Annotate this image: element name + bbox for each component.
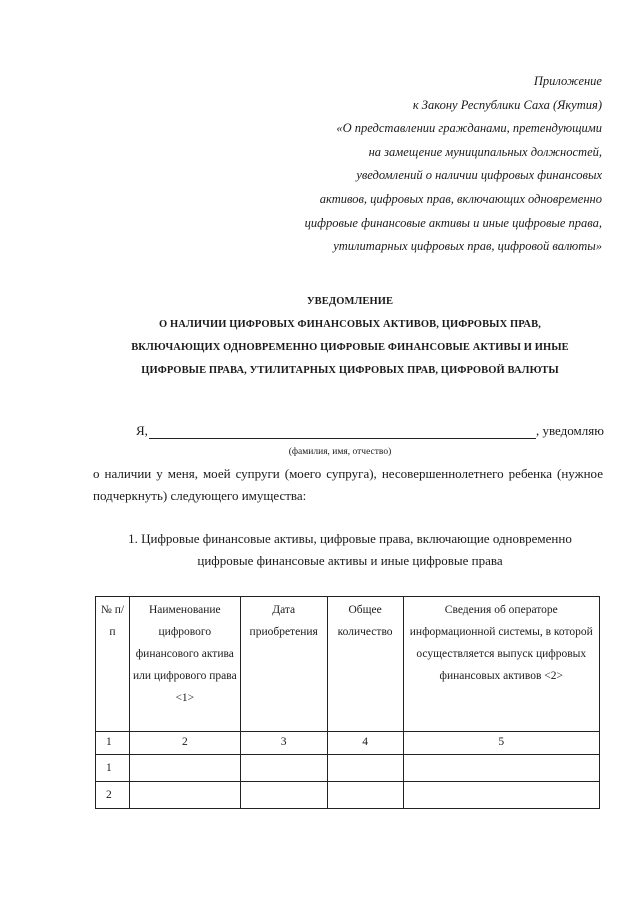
appendix-line: «О представлении гражданами, претендующими — [336, 121, 602, 136]
column-number: 5 — [403, 732, 599, 755]
column-number: 2 — [129, 732, 240, 755]
table-cell[interactable] — [327, 782, 403, 809]
table-cell[interactable] — [240, 782, 327, 809]
section-line: 1. Цифровые финансовые активы, цифровые права, включающие одновременно — [128, 531, 572, 546]
declarant-suffix: , уведомляю — [536, 423, 604, 438]
table-cell[interactable] — [403, 782, 599, 809]
table-cell[interactable] — [129, 782, 240, 809]
appendix-line: на замещение муниципальных должностей, — [368, 144, 602, 159]
fio-blank-field[interactable] — [149, 438, 536, 439]
header-cell-date: Дата приобретения — [240, 597, 327, 732]
table-row — [96, 755, 600, 782]
appendix-line: утилитарных цифровых прав, цифровой валюты» — [333, 239, 602, 254]
column-number: 1 — [96, 732, 130, 755]
fio-hint: (фамилия, имя, отчество) — [288, 447, 392, 457]
table-cell[interactable] — [327, 755, 403, 782]
header-cell-number: № п/п — [96, 597, 130, 732]
title-line: ВКЛЮЧАЮЩИХ ОДНОВРЕМЕННО ЦИФРОВЫЕ ФИНАНСОВЫЕ АКТИВЫ И ИНЫЕ — [131, 342, 569, 353]
document-title — [80, 290, 620, 382]
header-cell-operator: Сведения об операторе информационной системы, в которой осуществляется выпуск цифровых финансовых активов <2> — [403, 597, 599, 732]
table-cell[interactable] — [129, 755, 240, 782]
column-number-row — [96, 732, 600, 755]
appendix-block — [182, 70, 602, 259]
title-line: О НАЛИЧИИ ЦИФРОВЫХ ФИНАНСОВЫХ АКТИВОВ, ЦИФРОВЫХ ПРАВ, — [159, 319, 541, 330]
table-cell[interactable] — [240, 755, 327, 782]
declarant-prefix: Я, — [136, 423, 148, 438]
appendix-line: уведомлений о наличии цифровых финансовых — [356, 168, 602, 183]
appendix-line: активов, цифровых прав, включающих одновременно — [319, 191, 602, 206]
header-cell-quantity: Общее количество — [327, 597, 403, 732]
appendix-line: цифровые финансовые активы и иные цифровые права, — [304, 215, 602, 230]
appendix-line: Приложение — [533, 74, 602, 88]
column-number: 3 — [240, 732, 327, 755]
assets-table — [95, 596, 600, 809]
table-cell[interactable] — [403, 755, 599, 782]
row-number: 2 — [96, 782, 130, 809]
row-number: 1 — [96, 755, 130, 782]
column-number: 4 — [327, 732, 403, 755]
title-line: УВЕДОМЛЕНИЕ — [306, 296, 394, 307]
section-line: цифровые финансовые активы и иные цифровые права — [197, 553, 503, 568]
declarant-line — [0, 423, 640, 443]
table-header-row — [96, 597, 600, 732]
header-cell-name: Наименование цифрового финансового актива или цифрового права <1> — [129, 597, 240, 732]
title-line: ЦИФРОВЫЕ ПРАВА, УТИЛИТАРНЫХ ЦИФРОВЫХ ПРАВ, ЦИФРОВОЙ ВАЛЮТЫ — [141, 365, 559, 376]
declaration-paragraph: о наличии у меня, моей супруги (моего супруга), несовершеннолетнего ребенка (нужное подчеркнуть) следующего имущества: — [93, 466, 603, 503]
table-row — [96, 782, 600, 809]
appendix-line: к Закону Республики Саха (Якутия) — [412, 97, 602, 112]
section-heading — [80, 528, 620, 572]
